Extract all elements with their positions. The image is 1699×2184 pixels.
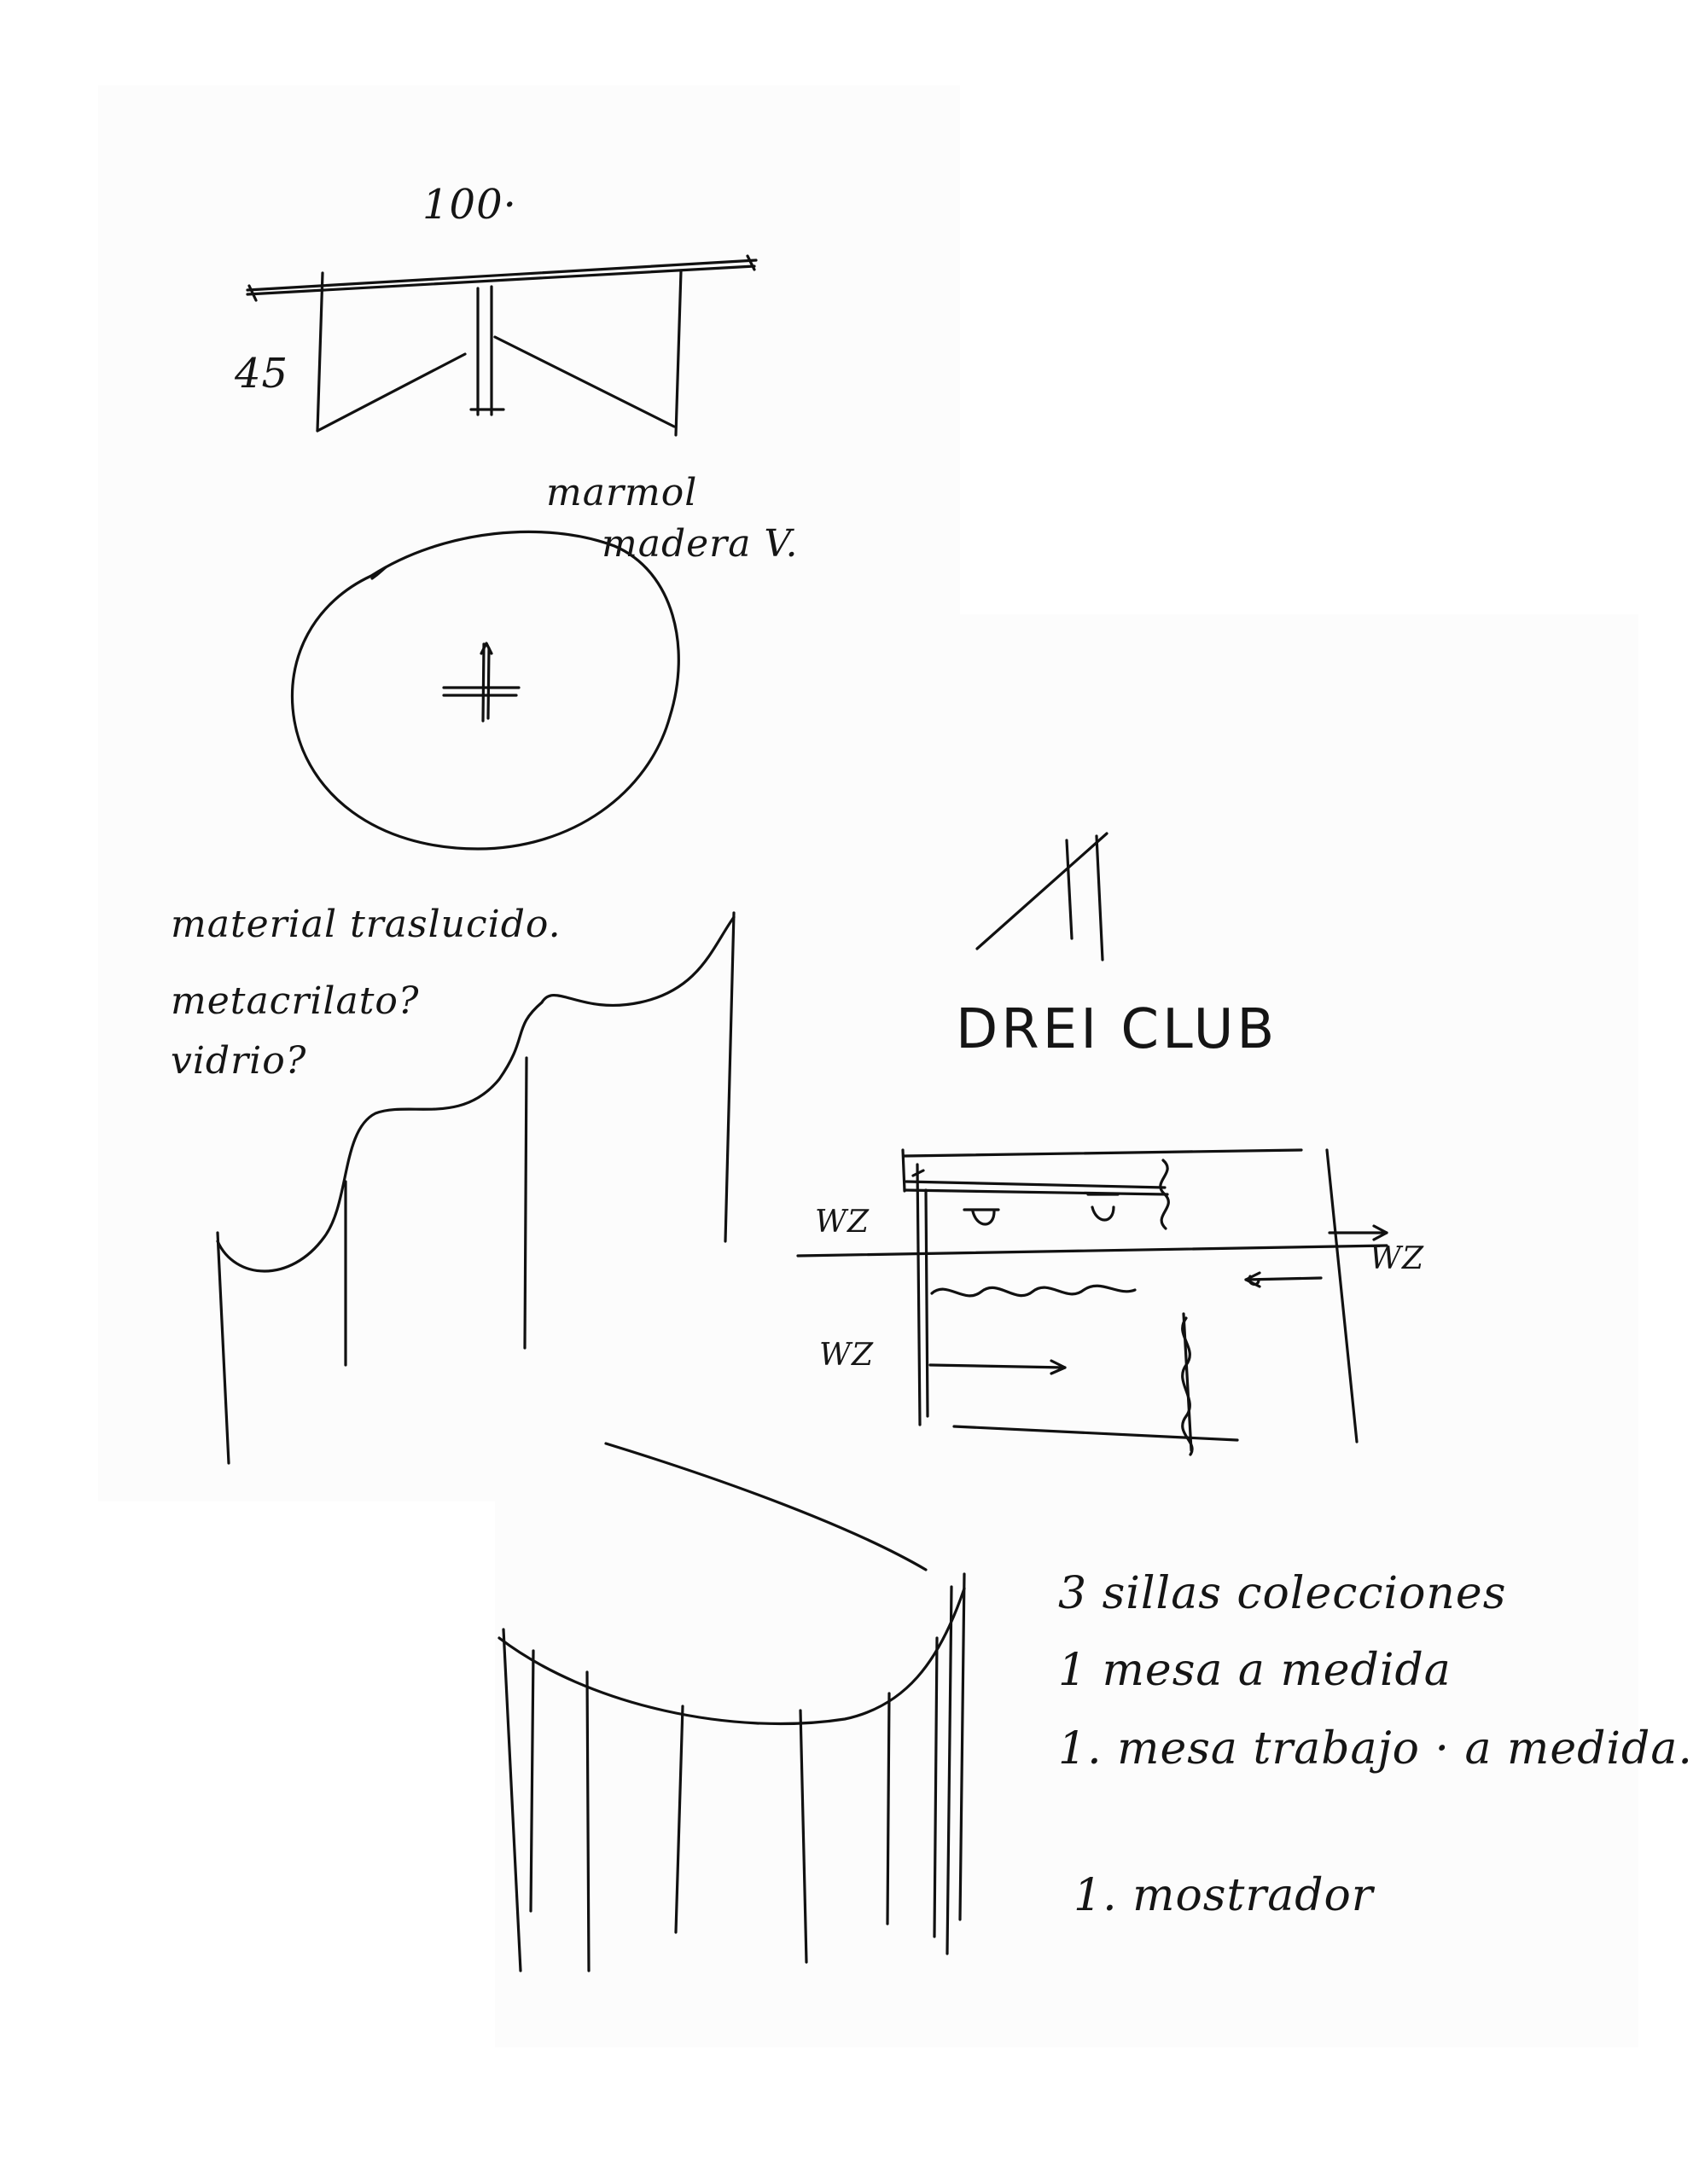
club-title: DREI CLUB [956, 998, 1278, 1061]
curtain-note-1: material traslucido. [171, 903, 561, 946]
list-item-2: 1 mesa a medida [1058, 1645, 1452, 1696]
curtain-note-2: metacrilato? [171, 979, 420, 1023]
curtain-note-3: vidrio? [171, 1039, 307, 1083]
slash-symbol-drawing [977, 834, 1107, 960]
club-marker-2: WZ [1370, 1241, 1425, 1276]
table-elevation-drawing [247, 256, 756, 435]
material-note-1: marmol [546, 471, 698, 514]
club-marker-3: WZ [819, 1338, 875, 1373]
table-width-label: 100· [422, 181, 517, 229]
lamp-perspective-drawing [499, 1443, 964, 1971]
list-item-3: 1. mesa trabajo · a medida. [1058, 1723, 1693, 1774]
club-marker-1: WZ [815, 1205, 870, 1240]
list-item-4: 1. mostrador [1074, 1870, 1374, 1921]
list-item-1: 3 sillas colecciones [1058, 1568, 1507, 1619]
club-plan-drawing [798, 1150, 1387, 1455]
table-plan-drawing [292, 531, 678, 849]
material-note-2: madera V. [602, 522, 799, 566]
table-height-label: 45 [235, 350, 289, 398]
